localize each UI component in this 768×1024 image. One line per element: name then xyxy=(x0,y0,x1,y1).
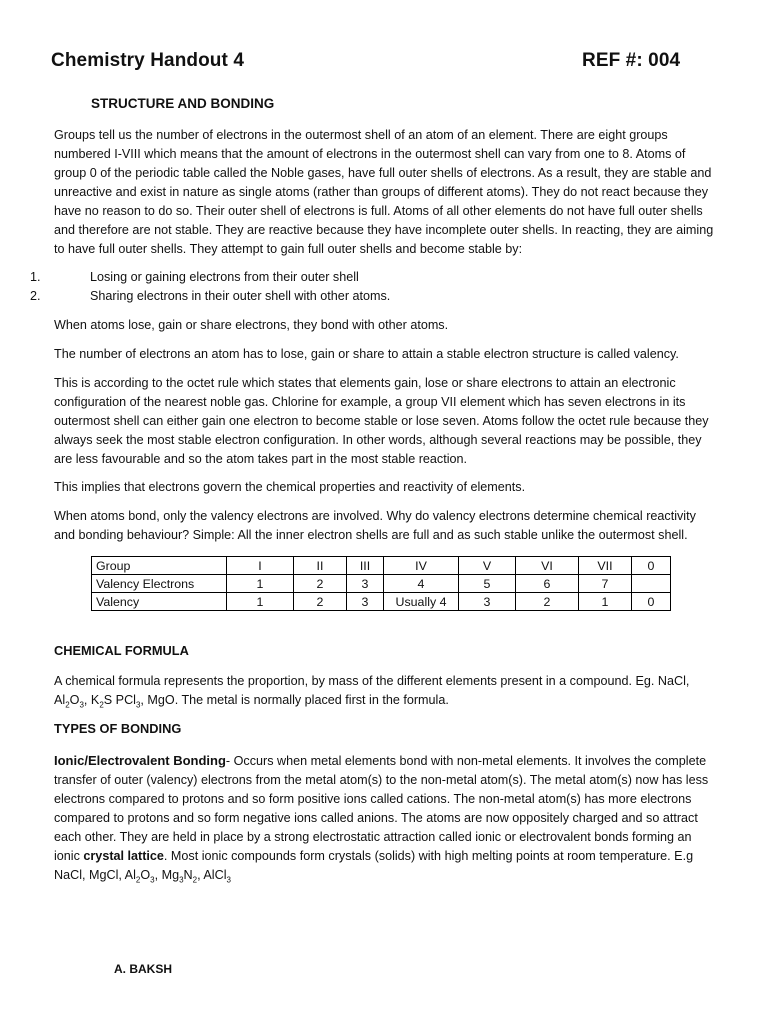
crystal-lattice-term: crystal lattice xyxy=(83,849,164,863)
table-cell: VI xyxy=(516,557,579,575)
valency-paragraph: The number of electrons an atom has to lose, gain or share to attain a stable electron structure is called valency. xyxy=(54,347,679,361)
ionic-text: O xyxy=(140,868,151,882)
reference-number: REF #: 004 xyxy=(582,50,681,71)
table-cell: III xyxy=(347,557,384,575)
table-cell: 3 xyxy=(347,593,384,611)
table-cell: 0 xyxy=(632,593,671,611)
table-cell: V xyxy=(459,557,516,575)
table-cell: 0 xyxy=(632,557,671,575)
subscript: 2 xyxy=(99,700,104,710)
heading-types-of-bonding: TYPES OF BONDING xyxy=(54,721,182,736)
table-cell: Group xyxy=(92,557,227,575)
table-cell: 7 xyxy=(579,575,632,593)
list-number: 1. xyxy=(30,270,41,284)
table-row xyxy=(92,557,671,575)
table-cell: 1 xyxy=(579,593,632,611)
table-cell: 2 xyxy=(294,593,347,611)
subscript: 3 xyxy=(150,875,155,885)
table-cell: IV xyxy=(384,557,459,575)
list-item xyxy=(30,287,390,306)
table-cell: Valency xyxy=(92,593,227,611)
list-item xyxy=(30,268,390,287)
formula-text: , K xyxy=(83,693,100,707)
table-cell: VII xyxy=(579,557,632,575)
numbered-list xyxy=(30,268,390,306)
valency-table xyxy=(91,556,671,611)
document-title: Chemistry Handout 4 xyxy=(51,50,244,71)
table-cell: Valency Electrons xyxy=(92,575,227,593)
ionic-text: , Mg xyxy=(154,868,180,882)
table-row xyxy=(92,575,671,593)
heading-chemical-formula: CHEMICAL FORMULA xyxy=(54,643,189,658)
bond-paragraph: When atoms lose, gain or share electrons, they bond with other atoms. xyxy=(54,318,449,332)
formula-text: O xyxy=(69,693,80,707)
table-cell: 3 xyxy=(459,593,516,611)
formula-text: S PCl xyxy=(103,693,136,707)
ionic-text: . Most ionic compounds form crystals (solids) with high melting points at room temperature. E.g NaCl, MgCl, Al xyxy=(54,849,694,882)
table-cell: 1 xyxy=(227,593,294,611)
intro-paragraph: Groups tell us the number of electrons in the outermost shell of an atom of an element. There are eight groups numbered I-VIII which means that the amount of electrons in the outermost shell can vary from one to 8. Atoms of group 0 of the periodic table called the Noble gases, have full outer shells of electrons. As a result, they are stable and unreactive and exist in nature as single atoms (rather than groups of different atoms). They do not react because they have no reason to do so. Their outer shell of electrons is full. Atoms of all other elements do not have full outer shells and therefore are not stable. They are reactive because they have incomplete outer shells. In reacting, they are aiming to have full outer shells. They attempt to gain full outer shells and become stable by: xyxy=(54,128,714,256)
valency-electrons-paragraph: When atoms bond, only the valency electrons are involved. Why do valency electrons determine chemical reactivity and bonding behaviour? Simple: All the inner electron shells are full and as such stable unlike the outermost shell. xyxy=(54,509,696,542)
table-cell: 2 xyxy=(516,593,579,611)
subscript: 2 xyxy=(135,875,141,885)
table-cell: 2 xyxy=(294,575,347,593)
formula-text: , MgO. The metal is normally placed first in the formula. xyxy=(140,693,449,707)
author-footer: A. BAKSH xyxy=(114,962,173,976)
table-cell: Usually 4 xyxy=(384,593,459,611)
subscript: 3 xyxy=(179,875,184,885)
table-row xyxy=(92,593,671,611)
list-text: Sharing electrons in their outer shell with other atoms. xyxy=(90,289,391,303)
subscript: 3 xyxy=(79,700,84,710)
table-cell: II xyxy=(294,557,347,575)
table-cell: 4 xyxy=(384,575,459,593)
subscript: 2 xyxy=(192,875,198,885)
chemical-formula-paragraph xyxy=(54,672,714,715)
table-cell: 6 xyxy=(516,575,579,593)
formula-text: Al xyxy=(54,693,66,707)
list-text: Losing or gaining electrons from their outer shell xyxy=(90,270,359,284)
ionic-text: - Occurs when metal elements bond with non-metal elements. It involves the complete transfer of outer (valency) electrons from the metal atom(s) to the non-metal atom(s). The metal atom(s) now has less electrons compared to protons and so form positive ions called cations. The non-metal atom(s) has more electrons compared to protons and so form negative ions called anions. The atoms are now oppositely charged and so attract each other. They are held in place by a strong electrostatic attraction called ionic or electrovalent bonds forming an ionic xyxy=(54,754,709,863)
ionic-bonding-paragraph xyxy=(54,751,714,890)
ionic-text: N xyxy=(183,868,193,882)
subscript: 3 xyxy=(226,875,231,885)
list-number: 2. xyxy=(30,289,41,303)
table-cell: 1 xyxy=(227,575,294,593)
table-cell: 3 xyxy=(347,575,384,593)
octet-rule-paragraph: This is according to the octet rule which states that elements gain, lose or share electrons to attain an electronic configuration of the nearest noble gas. Chlorine for example, a group VII element which has seven electrons in its outermost shell can either gain one electron to become stable or lose seven. Atoms follow the octet rule because they always seek the most stable electron configuration. In other words, although several reactions may be possible, they are less favourable and so the atom takes part in the most stable reaction. xyxy=(54,376,709,466)
table-cell: I xyxy=(227,557,294,575)
heading-structure-and-bonding: STRUCTURE AND BONDING xyxy=(91,96,275,111)
formula-text: A chemical formula represents the proportion, by mass of the different elements present in a compound. Eg. NaCl, xyxy=(54,674,690,688)
subscript: 2 xyxy=(65,700,70,710)
ionic-bonding-label: Ionic/Electrovalent Bonding xyxy=(54,753,226,768)
subscript: 3 xyxy=(135,700,141,710)
table-cell: 5 xyxy=(459,575,516,593)
table-cell xyxy=(632,575,671,593)
implies-paragraph: This implies that electrons govern the chemical properties and reactivity of elements. xyxy=(54,480,526,494)
ionic-text: , AlCl xyxy=(197,868,227,882)
